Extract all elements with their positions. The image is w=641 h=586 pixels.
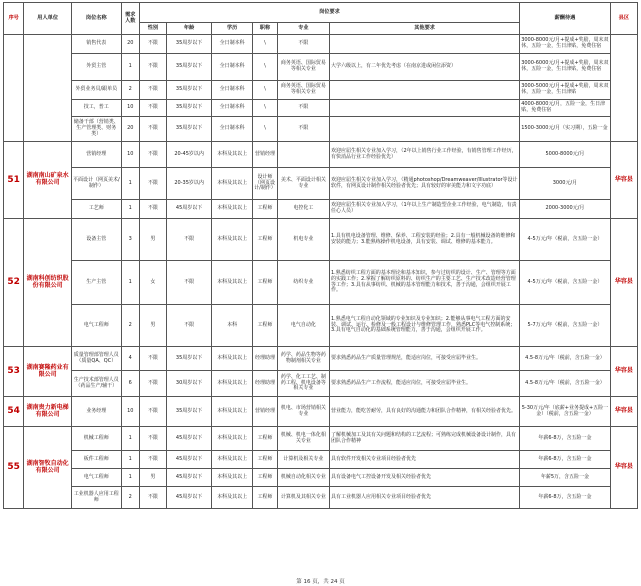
other-cell [329,100,519,117]
education-cell: 本科及其以上 [212,219,253,261]
header-education: 学历 [212,23,253,35]
major-cell: 药学、化工工艺、制药工程、机电设备等相关专业 [277,371,329,397]
other-cell: 具有设备电气工控设备开发及相关经验者优先 [329,469,519,487]
gender-cell: 女 [139,261,166,305]
count-cell: 1 [121,427,139,451]
header-row [4,3,638,23]
salary-cell: 4.5-8万元/年（税前，含五险一金） [520,371,611,397]
salary-cell: 3000-5000元/月+提成+奖励，周末双休，五险一金，生日津贴 [520,81,611,100]
seq-cell: 55 [4,427,24,509]
count-cell: 20 [121,117,139,142]
education-cell: 本科及其以上 [212,487,253,509]
education-cell: 全日制本科 [212,117,253,142]
table-row [4,142,638,168]
education-cell: 本科 [212,305,253,347]
title-cell: \ [253,81,278,100]
title-cell: 经理助理 [253,347,278,371]
age-cell: 30周岁以下 [166,371,211,397]
major-cell: 不限 [277,35,329,54]
seq-cell [4,35,24,142]
company-cell [24,35,72,142]
education-cell: 本科及其以上 [212,427,253,451]
seq-cell: 53 [4,347,24,397]
table-row [4,305,638,347]
table-row [4,81,638,100]
table-row [4,54,638,81]
education-cell: 本科及其以上 [212,371,253,397]
seq-cell: 51 [4,142,24,219]
gender-cell: 男 [139,469,166,487]
gender-cell: 不限 [139,487,166,509]
age-cell: 不限 [166,261,211,305]
gender-cell: 不限 [139,347,166,371]
age-cell: 45周岁以下 [166,427,211,451]
table-row [4,219,638,261]
salary-cell: 3000元/月 [520,168,611,200]
county-cell: 华容县 [610,142,637,219]
education-cell: 本科及其以上 [212,168,253,200]
company-cell: 湖南智牧自动化有限公司 [24,427,72,509]
major-cell: 纺织专业 [277,261,329,305]
age-cell: 35周岁以下 [166,81,211,100]
major-cell: 商务英语、国际贸易等相关专业 [277,54,329,81]
position-cell: 营销经理 [71,142,121,168]
age-cell: 35周岁以下 [166,100,211,117]
salary-cell: 4-5万元/年（税前，含五险一金） [520,261,611,305]
age-cell: 35周岁以下 [166,397,211,427]
position-cell: 工业机器人应用工程师 [71,487,121,509]
position-cell: 生产主管 [71,261,121,305]
major-cell: 不限 [277,117,329,142]
age-cell: 45周岁以下 [166,200,211,219]
table-row [4,427,638,451]
other-cell: 要求熟悉药品生产质量管理规范，能适应岗位，可接受应届毕业生。 [329,347,519,371]
gender-cell: 不限 [139,54,166,81]
count-cell: 1 [121,469,139,487]
other-cell [329,35,519,54]
count-cell: 3 [121,219,139,261]
major-cell: 不限 [277,100,329,117]
other-cell: 1.熟悉电气工程自动化领域的专业知识及专业知识；2.能够从事电气工程方面的安装、调试、运行、检修及一般工程设计与维修管理工作，熟悉PLC等电气控制系统；3.具有电气自动化的基础系统管理能力，善于沟通，会组织开展工作。 [329,305,519,347]
age-cell: 20-35岁以内 [166,168,211,200]
salary-cell: 5-30万元/年（底薪+业务提成+五险一金）（税前，含五险一金） [520,397,611,427]
title-cell: 营销经理 [253,397,278,427]
salary-cell: 年薪6-8万，含五险一金 [520,427,611,451]
position-cell: 设备主管 [71,219,121,261]
salary-cell: 4.5-8万元/年（税前，含五险一金） [520,347,611,371]
count-cell: 2 [121,487,139,509]
salary-cell: 年薪6-8万，含五险一金 [520,487,611,509]
major-cell: 机电专业 [277,219,329,261]
county-cell: 华容县 [610,397,637,427]
count-cell: 10 [121,142,139,168]
position-cell: 电气工程师 [71,469,121,487]
other-cell: 要求熟悉药品生产工作流程，能适应岗位，可接受应届毕业生。 [329,371,519,397]
other-cell: 了解机械加工及其有关问题和结构的工艺流程；可熟练完成机械设备设计制作，具有团队合作精神 [329,427,519,451]
title-cell: 工程师 [253,427,278,451]
title-cell: 营销经理 [253,142,278,168]
other-cell: 具有软件开发相关专业项目经验者优先 [329,451,519,469]
salary-cell: 1500-3000元/月（实习期），五险一金 [520,117,611,142]
position-cell: 质量管理部管理人员（质量QA、QC） [71,347,121,371]
gender-cell: 不限 [139,35,166,54]
count-cell: 6 [121,371,139,397]
title-cell: \ [253,117,278,142]
gender-cell: 不限 [139,427,166,451]
count-cell: 1 [121,168,139,200]
salary-cell: 4-5万元/年（税前，含五险一金） [520,219,611,261]
other-cell: 欢迎应届生相关专业加入学习，（1年以上生产制造型企业工作经验，电气制造，有责任心人员） [329,200,519,219]
salary-cell: 年薪6-8万，含五险一金 [520,451,611,469]
gender-cell: 不限 [139,451,166,469]
county-cell [610,35,637,142]
table-row [4,100,638,117]
title-cell: 工程师 [253,487,278,509]
other-cell: 具有工业机器人应用相关专业项目经验者优先 [329,487,519,509]
age-cell: 20-45岁以内 [166,142,211,168]
gender-cell: 不限 [139,142,166,168]
major-cell: 药学、药品生物等药物制剂相关专业 [277,347,329,371]
major-cell: 机械自动化相关专业 [277,469,329,487]
major-cell [277,142,329,168]
other-cell: 1.具有机电设备管理、维修、保养、工程安装的经验；2.具有一般机械设备的维修和安装的能力；3.能熟练操作机电设备，具有安装、调试、维修的基本能力。 [329,219,519,261]
position-cell: 工艺师 [71,200,121,219]
title-cell: 工程师 [253,469,278,487]
recruitment-table [3,2,638,509]
salary-cell: 5-7万元/年（税前，含五险一金） [520,305,611,347]
county-cell: 华容县 [610,219,637,347]
other-cell: 大学六级以上，有二年优先考虑（在南京进或闲位添资） [329,54,519,81]
gender-cell: 男 [139,305,166,347]
position-cell: 平面设计（网页美术/制作） [71,168,121,200]
header-major: 专业 [277,23,329,35]
gender-cell: 不限 [139,81,166,100]
table-row [4,451,638,469]
table-row [4,371,638,397]
seq-cell: 54 [4,397,24,427]
count-cell: 2 [121,305,139,347]
county-cell: 华容县 [610,427,637,509]
count-cell: 1 [121,261,139,305]
table-row [4,35,638,54]
education-cell: 全日制本科 [212,54,253,81]
company-cell: 湖南贵力新电梯有限公司 [24,397,72,427]
education-cell: 本科及其以上 [212,451,253,469]
major-cell: 电控化工 [277,200,329,219]
education-cell: 本科及其以上 [212,142,253,168]
gender-cell: 不限 [139,168,166,200]
gender-cell: 男 [139,219,166,261]
title-cell: \ [253,100,278,117]
age-cell: 不限 [166,219,211,261]
age-cell: 45周岁以下 [166,451,211,469]
title-cell: 经理助理 [253,371,278,397]
other-cell: 1.熟悉纺织工程方面的基本理论和基本知识，参与过纺织的设计、生产、管理等方面的实践工作；2.掌握了解纺织原料的、纺织生产的主要工艺、生产技术改造经营管理等工作；3.具有从事纺织、机械的基本管理能力和技术，善于沟通，会组织开展工作。 [329,261,519,305]
position-cell: 外贸主管 [71,54,121,81]
count-cell: 4 [121,347,139,371]
title-cell: 设计师（网页设计/制作） [253,168,278,200]
major-cell: 机械、机电一体化相关专业 [277,427,329,451]
table-row [4,117,638,142]
header-gender: 性别 [139,23,166,35]
header-other: 其他要求 [329,23,519,35]
gender-cell: 不限 [139,371,166,397]
age-cell: 45周岁以下 [166,487,211,509]
major-cell: 机电、市场营销相关专业 [277,397,329,427]
major-cell: 美术、平面设计相关专业 [277,168,329,200]
header-title: 职称 [253,23,278,35]
other-cell: 营业能力，能吃苦耐劳，具有良好的沟通能力和团队合作精神，有相关经验者优先。 [329,397,519,427]
title-cell: 工程师 [253,219,278,261]
salary-cell: 3000-6000元/月+提成+奖励，周末双休，五险一金，生日津贴，免费住宿 [520,54,611,81]
other-cell [329,117,519,142]
other-cell [329,81,519,100]
company-cell: 湖南科创纺织股份有限公司 [24,219,72,347]
table-row [4,200,638,219]
count-cell: 10 [121,100,139,117]
salary-cell: 3000-8000元/月+提成+奖励，周末双休，五险一金，生日津贴，免费住宿 [520,35,611,54]
table-row [4,469,638,487]
position-cell: 业务经理 [71,397,121,427]
gender-cell: 不限 [139,200,166,219]
page-footer: 第 16 页，共 24 页 [296,579,345,585]
title-cell: 工程师 [253,261,278,305]
position-cell: 技工，普工 [71,100,121,117]
salary-cell: 2000-3000元/月 [520,200,611,219]
education-cell: 本科及其以上 [212,397,253,427]
count-cell: 2 [121,81,139,100]
count-cell: 1 [121,200,139,219]
count-cell: 1 [121,451,139,469]
count-cell: 20 [121,35,139,54]
salary-cell: 年薪5万，含五险一金 [520,469,611,487]
count-cell: 10 [121,397,139,427]
position-cell: 电气工程师 [71,305,121,347]
table-row [4,347,638,371]
age-cell: 35周岁以下 [166,35,211,54]
other-cell: 欢迎应届生相关专业加入学习，（2年以上销售行业工作经验，有销售管理工作经历，有快消品行业工作经验优先） [329,142,519,168]
position-cell: 生产技术部管理人员（药品生产/辅干） [71,371,121,397]
seq-cell: 52 [4,219,24,347]
header-employer: 用人单位 [24,3,72,35]
major-cell: 电气自动化 [277,305,329,347]
age-cell: 35周岁以下 [166,117,211,142]
age-cell: 35周岁以下 [166,347,211,371]
education-cell: 本科及其以上 [212,200,253,219]
age-cell: 35周岁以下 [166,54,211,81]
education-cell: 全日制本科 [212,35,253,54]
other-cell: 欢迎应届生相关专业加入学习，（精通photoshop/Dreamweaver/Illustrator等设计软件，有网页设计制作相关经验者优先；具有较好的审美能力和文字功底） [329,168,519,200]
title-cell: 工程师 [253,200,278,219]
education-cell: 全日制本科 [212,100,253,117]
position-cell: 板件工程师 [71,451,121,469]
major-cell: 计算机及相关专业 [277,451,329,469]
salary-cell: 5000-8000元/月 [520,142,611,168]
table-row [4,168,638,200]
gender-cell: 不限 [139,397,166,427]
header-count: 需求人数 [121,3,139,35]
title-cell: \ [253,54,278,81]
title-cell: 工程师 [253,305,278,347]
position-cell: 储备干部（营销类、生产管理类、财务类） [71,117,121,142]
table-row [4,261,638,305]
major-cell: 商务英语、国际贸易等相关专业 [277,81,329,100]
position-cell: 销售代表 [71,35,121,54]
age-cell: 不限 [166,305,211,347]
salary-cell: 4000-8000元/月，五险一金，生日津贴，免费住宿 [520,100,611,117]
title-cell: 工程师 [253,451,278,469]
position-cell: 外贸业务员/跟单员 [71,81,121,100]
header-seq: 序号 [4,3,24,35]
count-cell: 1 [121,54,139,81]
header-county: 县区 [610,3,637,35]
gender-cell: 不限 [139,117,166,142]
education-cell: 本科及其以上 [212,347,253,371]
education-cell: 本科及其以上 [212,469,253,487]
age-cell: 45周岁以下 [166,469,211,487]
company-cell: 湖南南山矿泉水有限公司 [24,142,72,219]
header-salary: 薪酬待遇 [520,3,611,35]
company-cell: 湖南赛隆药业有限公司 [24,347,72,397]
education-cell: 本科及其以上 [212,261,253,305]
gender-cell: 不限 [139,100,166,117]
header-age: 年龄 [166,23,211,35]
header-position: 岗位名称 [71,3,121,35]
table-row [4,487,638,509]
position-cell: 机械工程师 [71,427,121,451]
title-cell: \ [253,35,278,54]
county-cell: 华容县 [610,347,637,397]
table-row [4,397,638,427]
header-requirements: 岗位要求 [139,3,519,23]
education-cell: 全日制本科 [212,81,253,100]
major-cell: 计算机及其相关专业 [277,487,329,509]
